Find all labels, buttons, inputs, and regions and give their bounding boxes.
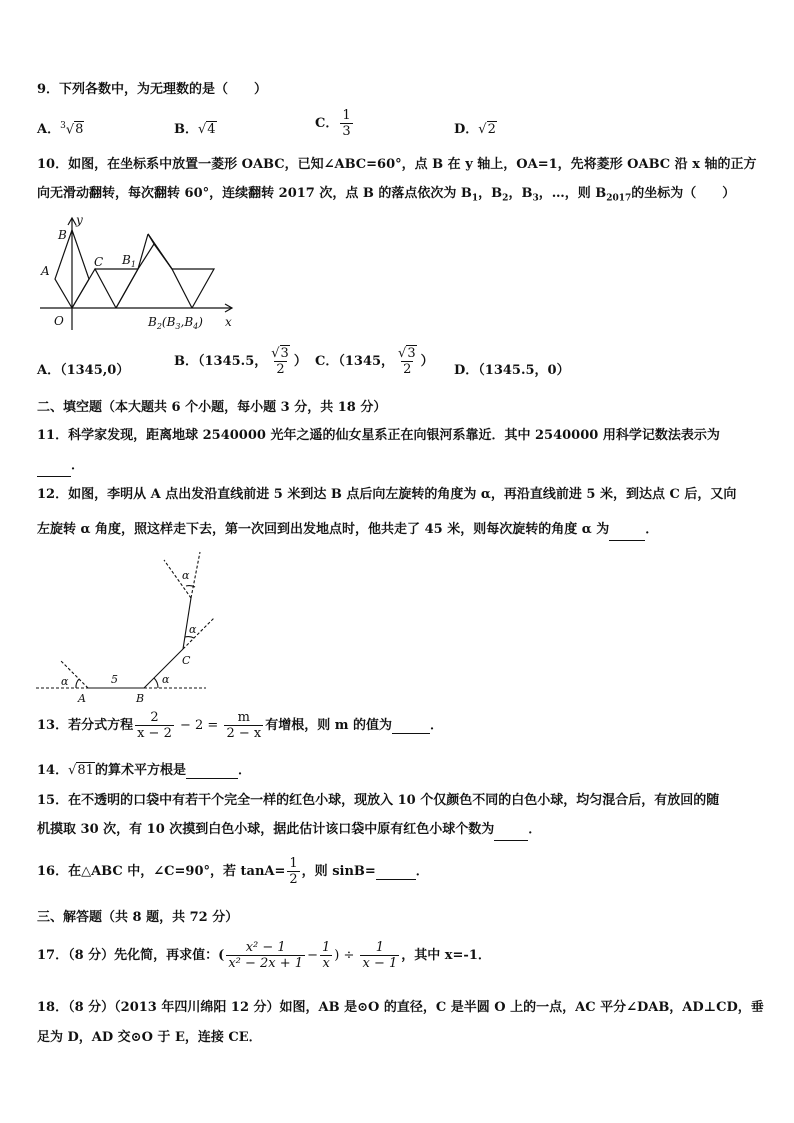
q9-option-c: C． $\frac{1}{3}$ <box>315 108 351 139</box>
q14-line: 14．√81的算术平方根是 ． <box>37 763 251 778</box>
q9-option-b: B．√4 <box>174 122 216 137</box>
q10-rhombus-figure <box>36 212 246 334</box>
q10-line1: 10．如图，在坐标系中放置一菱形 OABC，已知∠ABC=60°，点 B 在 y 轴上，OA=1，先将菱形 OABC 沿 x 轴的正方 <box>37 157 757 172</box>
q12-path-figure <box>36 548 236 708</box>
fig10-label-x: x <box>225 315 232 329</box>
fig12-label-c: C <box>182 654 191 667</box>
q18-line2: 足为 D，AD 交⊙O 于 E，连接 CE． <box>37 1030 262 1045</box>
fig12-alpha-c: α <box>189 623 197 636</box>
section2-heading: 二、填空题（本大题共 6 个小题，每小题 3 分，共 18 分） <box>37 400 387 415</box>
q10-option-a: A．（1345,0） <box>37 363 130 378</box>
fig10-label-b2: $B_2(B_3,B_4)$ <box>148 315 203 331</box>
q10-option-d: D．（1345.5，0） <box>454 363 570 378</box>
q11-line2: ． <box>37 456 84 477</box>
fig12-alpha-d: α <box>182 569 190 582</box>
fig10-label-a: A <box>41 264 50 278</box>
section3-heading: 三、解答题（共 8 题，共 72 分） <box>37 910 239 925</box>
fig10-label-y: y <box>76 213 83 227</box>
fig10-label-b: B <box>58 228 67 242</box>
fig12-alpha-a: α <box>61 675 69 688</box>
q17-line: 17．（8 分）先化简，再求值：( $\frac{\text{x² − 1}}{\text{x² − 2x + 1}}$ − $\frac{1}{x}$ ) ÷ $\frac{1}{x - 1}$ ，其中 x=-1． <box>37 940 491 971</box>
q10-option-c: C．（1345， $\frac{√3}{2}$ ） <box>315 346 434 377</box>
q13-line: 13．若分式方程 $\frac{2}{x - 2}$ − 2 = $\frac{m}{2 - x}$ 有增根，则 m 的值为 ． <box>37 710 444 741</box>
q12-line2: 左旋转 α 角度，照这样走下去，第一次回到出发地点时，他共走了 45 米，则每次旋转的角度 α 为 ． <box>37 520 658 541</box>
fig12-label-a: A <box>78 692 86 705</box>
q15-line1: 15．在不透明的口袋中有若干个完全一样的红色小球，现放入 10 个仅颜色不同的白色小球，均匀混合后，有放回的随 <box>37 793 720 808</box>
q9-stem: 9．下列各数中，为无理数的是（ ） <box>37 82 268 97</box>
q10-option-b: B．（1345.5， $\frac{√3}{2}$ ） <box>174 346 307 377</box>
q15-line2: 机摸取 30 次，有 10 次摸到白色小球，据此估计该口袋中原有红色小球个数为 ． <box>37 820 541 841</box>
fig10-label-b1: $B_1$ <box>122 253 136 269</box>
fig12-length: 5 <box>111 673 118 686</box>
q18-line1: 18．（8 分）（2013 年四川绵阳 12 分）如图，AB 是⊙O 的直径，C 是半圆 O 上的一点，AC 平分∠DAB，AD⊥CD，垂 <box>37 1000 764 1015</box>
q9-option-a: A．$^3$√8 <box>37 120 84 137</box>
fig10-label-c: C <box>94 255 104 269</box>
q10-line2: 向无滑动翻转，每次翻转 60°，连续翻转 2017 次，点 B 的落点依次为 $B_1$，$B_2$，$B_3$，…，则 $B_{2017}$的坐标为（ ） <box>37 186 736 204</box>
fig10-label-o: O <box>54 314 64 328</box>
q9-option-d: D．√2 <box>454 122 496 137</box>
q12-line1: 12．如图，李明从 A 点出发沿直线前进 5 米到达 B 点后向左旋转的角度为 α，再沿直线前进 5 米，到达点 C 后，又向 <box>37 487 737 502</box>
q16-line: 16．在△ABC 中，∠C=90°，若 tanA= $\frac{1}{2}$ ，则 sinB= ． <box>37 856 429 887</box>
q11-line1: 11．科学家发现，距离地球 2540000 光年之遥的仙女星系正在向银河系靠近．其中 2540000 用科学记数法表示为 <box>37 428 720 443</box>
fig12-alpha-b: α <box>162 673 170 686</box>
fig12-label-b: B <box>136 692 145 705</box>
